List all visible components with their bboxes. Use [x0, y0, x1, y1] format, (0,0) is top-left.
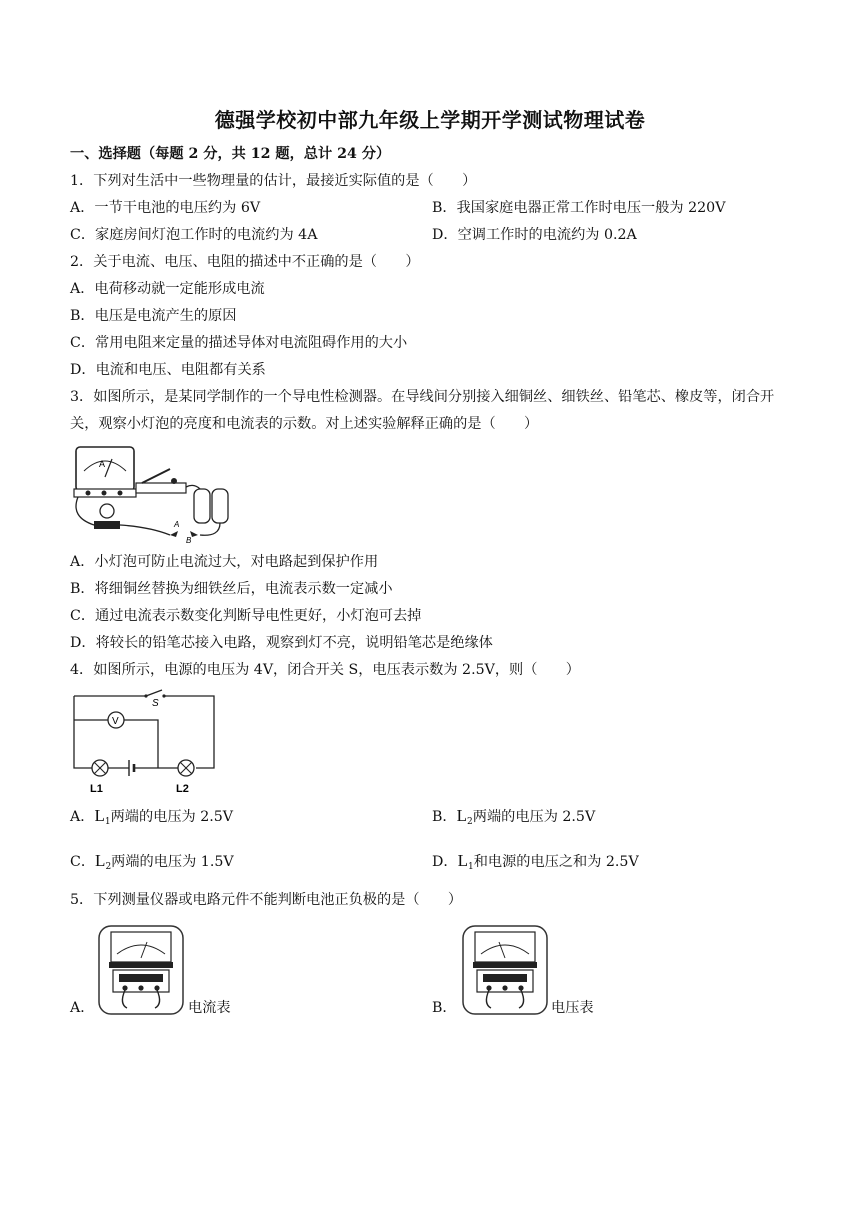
- q4-option-d-subscript: 1: [467, 862, 474, 872]
- q4-option-c-text: 两端的电压为 1.5V: [111, 854, 234, 870]
- q4-option-b: [432, 806, 595, 832]
- switch-label: S: [152, 698, 159, 709]
- q5-stem: 5．下列测量仪器或电路元件不能判断电池正负极的是（ ）: [70, 892, 463, 908]
- q5-option-a-label: 电流表: [188, 1000, 231, 1016]
- q5-option-b-label: 电压表: [551, 1000, 594, 1016]
- q4-option-a: [70, 806, 233, 832]
- q4-option-c-symbol: L: [95, 851, 106, 870]
- conductivity-tester-figure: [70, 437, 238, 545]
- q4-option-d-text: 和电源的电压之和为 2.5V: [473, 854, 639, 870]
- q4-option-b-text: 两端的电压为 2.5V: [472, 809, 596, 825]
- q4-option-a-symbol: L: [94, 806, 105, 825]
- clip-a-label: A: [174, 520, 180, 529]
- q5-option-b-prefix: B．: [432, 1000, 457, 1016]
- lamp-l2-label: L2: [176, 783, 189, 795]
- q3-option-b: B．将细铜丝替换为细铁丝后，电流表示数一定减小: [70, 581, 393, 597]
- q4-option-d-prefix: D．: [432, 854, 458, 870]
- q4-option-a-subscript: 1: [104, 817, 111, 827]
- q1-option-a: A．一节干电池的电压约为 6V: [70, 200, 261, 216]
- q4-option-c-subscript: 2: [105, 862, 112, 872]
- q4-option-a-text: 两端的电压为 2.5V: [110, 809, 234, 825]
- q1-option-b: B．我国家庭电器正常工作时电压一般为 220V: [432, 200, 726, 216]
- voltmeter-label: V: [112, 716, 119, 727]
- q4-option-c: [70, 851, 234, 877]
- q2-option-d: D．电流和电压、电阻都有关系: [70, 362, 266, 378]
- series-circuit-figure: [70, 688, 220, 798]
- q4-option-b-subscript: 2: [467, 817, 473, 827]
- q3-option-d: D．将较长的铅笔芯接入电路，观察到灯不亮，说明铅笔芯是绝缘体: [70, 635, 493, 651]
- q3-option-c: C．通过电流表示数变化判断导电性更好，小灯泡可去掉: [70, 608, 422, 624]
- q3-stem: 3．如图所示，是某同学制作的一个导电性检测器。在导线间分别接入细铜丝、细铁丝、铅笔芯、橡皮等，闭合开关，观察小灯泡的亮度和电流表的示数。对上述实验解释正确的是（ ）: [70, 389, 775, 432]
- page-title: 德强学校初中部九年级上学期开学测试物理试卷: [214, 108, 646, 132]
- q3-option-a: A．小灯泡可防止电流过大，对电路起到保护作用: [70, 554, 379, 570]
- q2-option-b: B．电压是电流产生的原因: [70, 308, 237, 324]
- q4-option-a-prefix: A．: [70, 809, 95, 825]
- ammeter-label: A: [99, 459, 106, 469]
- ammeter-image: [97, 924, 185, 1016]
- voltmeter-image: [461, 924, 549, 1016]
- q4-stem: 4．如图所示，电源的电压为 4V，闭合开关 S，电压表示数为 2.5V，则（ ）: [70, 662, 580, 678]
- q1-stem: 1．下列对生活中一些物理量的估计，最接近实际值的是（ ）: [70, 173, 477, 189]
- q4-option-d-symbol: L: [457, 851, 468, 870]
- q1-option-d: D．空调工作时的电流约为 0.2A: [432, 227, 637, 243]
- section-heading: 一、选择题（每题 2 分，共 12 题，总计 24 分）: [70, 146, 391, 162]
- q2-option-a: A．电荷移动就一定能形成电流: [70, 281, 265, 297]
- q4-option-c-prefix: C．: [70, 854, 96, 870]
- q2-option-c: C．常用电阻来定量的描述导体对电流阻碍作用的大小: [70, 335, 408, 351]
- q1-option-c: C．家庭房间灯泡工作时的电流约为 4A: [70, 227, 318, 243]
- q4-option-b-symbol: L: [456, 806, 468, 825]
- q4-option-d: [432, 851, 639, 877]
- q5-option-a-prefix: A．: [70, 1000, 95, 1016]
- q4-option-b-prefix: B．: [432, 809, 457, 825]
- clip-b-label: B: [186, 536, 192, 545]
- lamp-l1-label: L1: [90, 783, 103, 795]
- q2-stem: 2．关于电流、电压、电阻的描述中不正确的是（ ）: [70, 254, 420, 270]
